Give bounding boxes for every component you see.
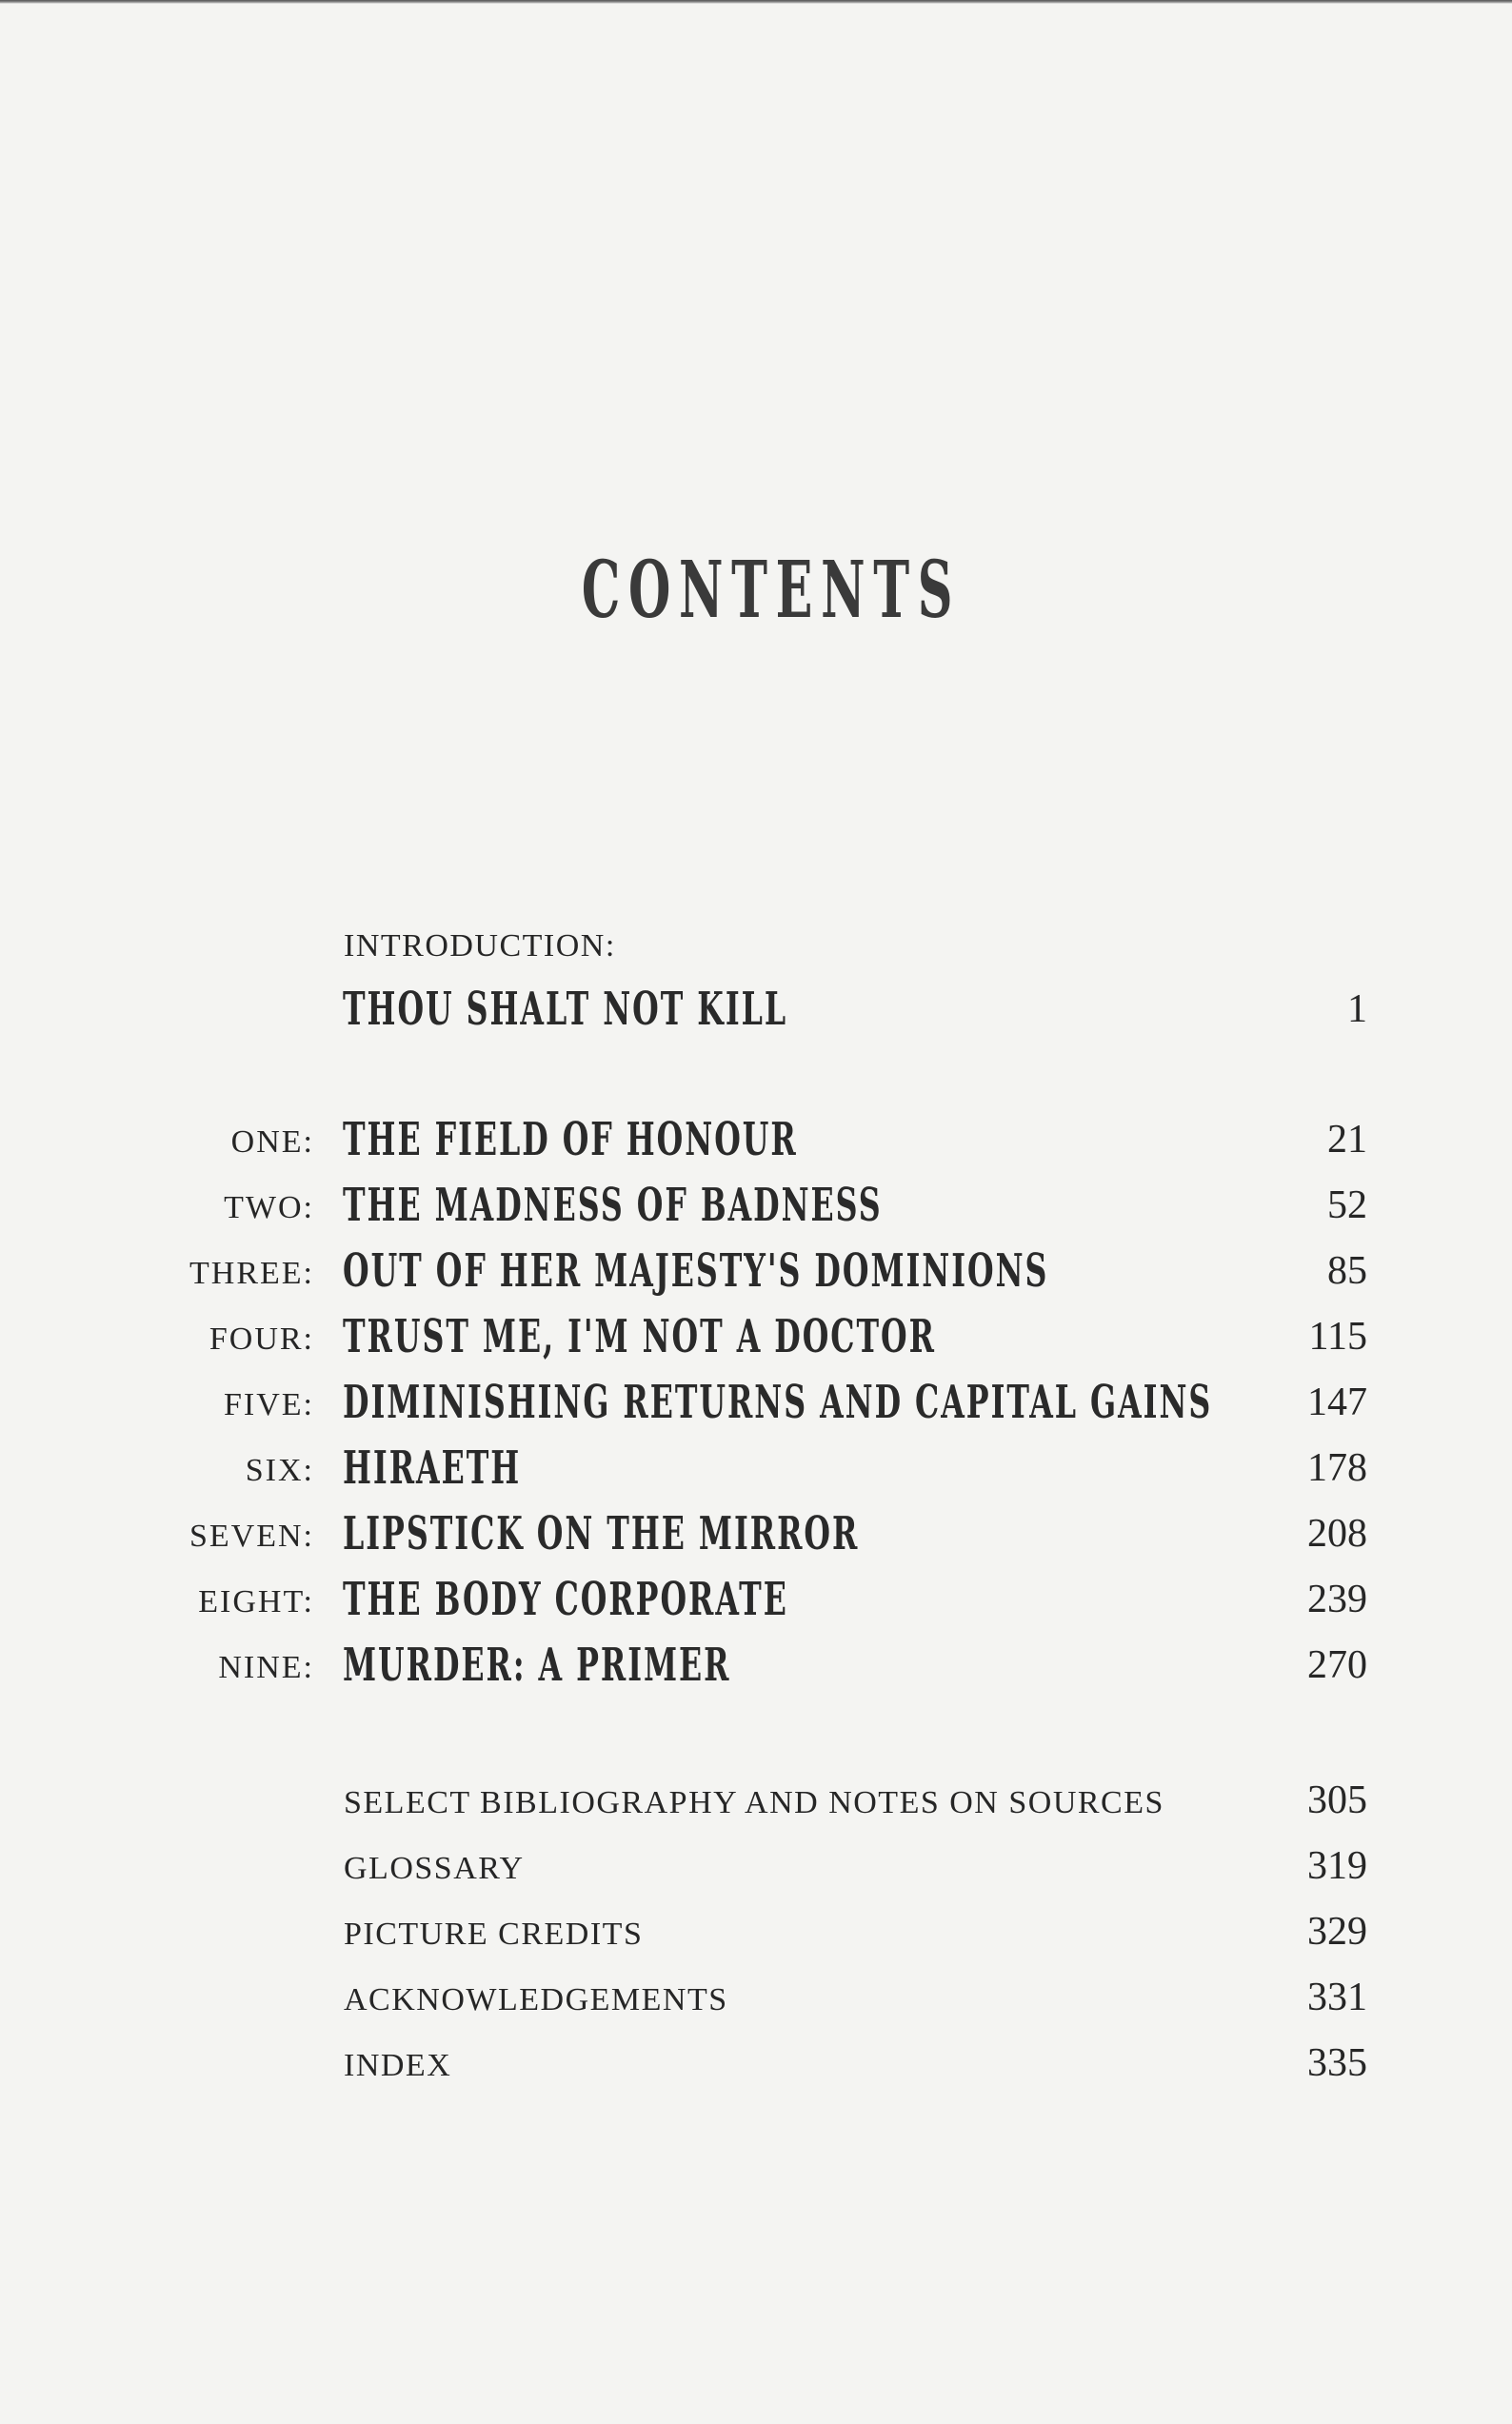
entry-title: THE MADNESS OF BADNESS <box>343 1179 883 1232</box>
entry-page-number: 305 <box>1307 1778 1367 1822</box>
chapter-number: ONE: <box>230 1124 314 1160</box>
toc-entry-picture-credits[interactable] <box>0 1903 1512 1960</box>
entry-title: PICTURE CREDITS <box>344 1917 644 1952</box>
entry-page-number: 85 <box>1327 1249 1367 1293</box>
entry-page-number: 239 <box>1307 1578 1367 1621</box>
page-edge <box>0 0 1512 4</box>
entry-page-number: 178 <box>1307 1446 1367 1490</box>
toc-entry-chapter-3[interactable] <box>0 1242 1512 1300</box>
chapter-number: THREE: <box>189 1256 314 1291</box>
entry-title: TRUST ME, I'M NOT A DOCTOR <box>343 1310 936 1363</box>
entry-title: MURDER: A PRIMER <box>343 1639 731 1692</box>
toc-entry-bibliography[interactable] <box>0 1772 1512 1829</box>
toc-entry-chapter-9[interactable] <box>0 1637 1512 1694</box>
entry-title: OUT OF HER MAJESTY'S DOMINIONS <box>343 1244 1049 1298</box>
entry-page-number: 335 <box>1307 2041 1367 2085</box>
toc-entry-acknowledgements[interactable] <box>0 1969 1512 2026</box>
entry-page-number: 270 <box>1307 1643 1367 1687</box>
entry-title: INDEX <box>344 2048 452 2083</box>
entry-page-number: 52 <box>1327 1183 1367 1227</box>
toc-entry-chapter-7[interactable] <box>0 1505 1512 1562</box>
toc-entry-chapter-6[interactable] <box>0 1440 1512 1497</box>
chapter-number: TWO: <box>224 1190 314 1225</box>
entry-title: THE BODY CORPORATE <box>343 1573 788 1626</box>
entry-page-number: 331 <box>1307 1976 1367 2019</box>
toc-entry-chapter-4[interactable] <box>0 1308 1512 1365</box>
chapter-number: FIVE: <box>224 1387 314 1422</box>
toc-entry-chapter-1[interactable] <box>0 1111 1512 1168</box>
toc-entry-index[interactable] <box>0 2035 1512 2092</box>
toc-entry-glossary[interactable] <box>0 1838 1512 1895</box>
page-title: CONTENTS <box>581 545 962 636</box>
chapter-number: EIGHT: <box>198 1584 314 1619</box>
entry-page-number: 1 <box>1347 987 1367 1031</box>
entry-page-number: 115 <box>1308 1315 1367 1359</box>
entry-title: DIMINISHING RETURNS AND CAPITAL GAINS <box>343 1376 1213 1429</box>
chapter-number: SEVEN: <box>189 1519 314 1554</box>
entry-title: THE FIELD OF HONOUR <box>343 1113 798 1166</box>
entry-page-number: 208 <box>1307 1512 1367 1556</box>
entry-title: LIPSTICK ON THE MIRROR <box>343 1507 860 1560</box>
entry-title: GLOSSARY <box>344 1851 525 1886</box>
chapter-number: FOUR: <box>209 1321 314 1357</box>
introduction-label: INTRODUCTION: <box>344 928 616 964</box>
entry-page-number: 147 <box>1307 1381 1367 1424</box>
entry-page-number: 21 <box>1327 1118 1367 1162</box>
toc-entry-introduction[interactable] <box>0 981 1512 1038</box>
toc-entry-chapter-2[interactable] <box>0 1177 1512 1234</box>
toc-entry-chapter-5[interactable] <box>0 1374 1512 1431</box>
toc-entry-chapter-8[interactable] <box>0 1571 1512 1628</box>
chapter-number: NINE: <box>218 1650 314 1685</box>
entry-page-number: 329 <box>1307 1910 1367 1954</box>
chapter-number: SIX: <box>245 1453 314 1488</box>
entry-title: ACKNOWLEDGEMENTS <box>344 1982 728 2017</box>
entry-title: SELECT BIBLIOGRAPHY AND NOTES ON SOURCES <box>344 1785 1164 1820</box>
entry-title: HIRAETH <box>343 1441 522 1495</box>
entry-title: THOU SHALT NOT KILL <box>343 983 788 1036</box>
entry-page-number: 319 <box>1307 1844 1367 1888</box>
